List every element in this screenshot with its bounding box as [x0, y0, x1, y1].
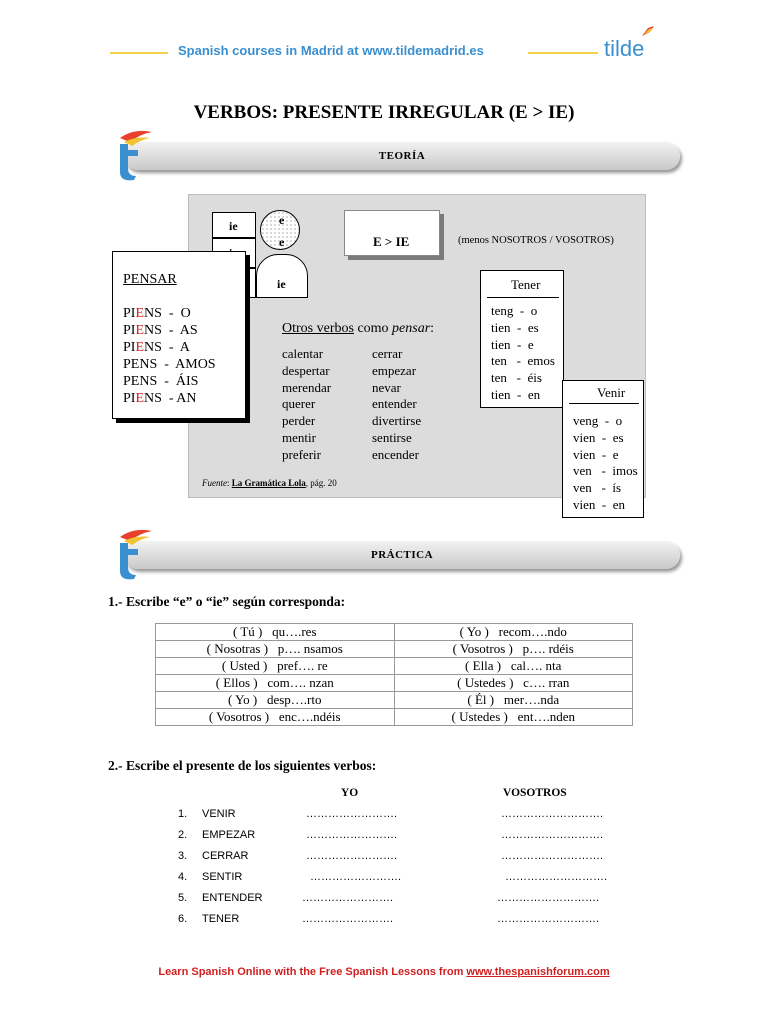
header-tagline[interactable]: Spanish courses in Madrid at www.tildemadrid.es [178, 43, 484, 58]
ending: - AS [161, 323, 198, 338]
theory-banner [100, 142, 680, 174]
answer-vosotros[interactable]: ………………………. [497, 892, 600, 904]
exercise-cell[interactable]: ( Ellos ) com…. nzan [156, 675, 395, 692]
cell-text: e [279, 213, 285, 227]
verb-item: despertar [282, 362, 330, 378]
source-label: Fuente [202, 478, 227, 488]
list-item [0, 871, 768, 891]
verb-name: EMPEZAR [202, 829, 256, 841]
list-item [0, 913, 768, 933]
verb-name: ENTENDER [202, 892, 263, 904]
diagram-circle-e [260, 210, 300, 250]
conjugation-row: ven - imos [573, 463, 638, 479]
verb-name: VENIR [202, 808, 236, 820]
conjugation-row: vien - e [573, 446, 619, 462]
stem-prefix: PI [123, 340, 136, 355]
exercise-1-table [155, 623, 633, 726]
pensar-row [123, 306, 191, 322]
exercise-cell[interactable]: ( Nosotras ) p…. nsamos [156, 641, 395, 658]
source-book: La Gramática Lola [231, 478, 306, 488]
answer-yo[interactable]: ……………………. [306, 850, 398, 862]
verb-item: calentar [282, 346, 324, 361]
flag-icon [640, 24, 656, 38]
tener-conjugation-box [480, 270, 564, 408]
ending: - AMOS [157, 357, 216, 372]
ending: - O [161, 306, 191, 321]
ending: - AN [161, 391, 197, 406]
item-number: 5. [178, 892, 188, 904]
conjugation-row: ven - ís [573, 480, 622, 496]
item-number: 1. [178, 808, 188, 820]
cell-text: e [279, 235, 285, 249]
venir-rows [573, 413, 638, 514]
stem-suffix: NS [144, 340, 162, 355]
answer-yo[interactable]: ……………………. [306, 808, 398, 820]
cell-text: ie [277, 277, 286, 291]
stem-prefix: PI [123, 391, 136, 406]
verb-item: sentirse [372, 429, 412, 445]
answer-yo[interactable]: ……………………. [310, 871, 402, 883]
pensar-title: PENSAR [123, 272, 177, 287]
other-verbs-col-2 [372, 346, 421, 464]
source-citation: Fuente: La Gramática Lola, pág. 20 [202, 478, 337, 488]
cell-text: ie [229, 219, 238, 233]
exercise-cell[interactable]: ( Ustedes ) ent….nden [394, 709, 633, 726]
other-verbs-col-1 [282, 346, 331, 464]
verb-item: encender [372, 446, 419, 462]
item-number: 6. [178, 913, 188, 925]
exercise-cell[interactable]: ( Tú ) qu….res [156, 624, 395, 641]
stem-suffix: NS [144, 391, 162, 406]
table-row [156, 709, 633, 726]
verb-item: divertirse [372, 413, 422, 429]
answer-vosotros[interactable]: ………………………. [497, 913, 600, 925]
item-number: 2. [178, 829, 188, 841]
ending: - A [161, 340, 190, 355]
answer-vosotros[interactable]: ………………………. [501, 850, 604, 862]
diagram-cell-ie-1 [212, 212, 256, 238]
tener-rows [491, 303, 555, 404]
verb-item: nevar [372, 379, 401, 395]
verb-item: merendar [282, 379, 332, 395]
ending: - ÁIS [157, 374, 199, 389]
stem-prefix: PI [123, 306, 136, 321]
exercise-cell[interactable]: ( Vosotros ) p…. rdéis [394, 641, 633, 658]
column-yo: YO [341, 787, 359, 799]
column-vosotros: VOSOTROS [503, 787, 567, 799]
heading-part: pensar [392, 321, 431, 336]
conjugation-row: vien - es [573, 429, 624, 445]
table-row [156, 692, 633, 709]
list-item [0, 808, 768, 828]
answer-yo[interactable]: ……………………. [306, 829, 398, 841]
exercise-cell[interactable]: ( Yo ) recom….ndo [394, 624, 633, 641]
header-rule-right [528, 52, 598, 54]
verb-item: querer [282, 396, 316, 412]
venir-divider [569, 403, 639, 404]
verb-name: SENTIR [202, 871, 243, 883]
pensar-row [123, 323, 198, 339]
answer-vosotros[interactable]: ………………………. [505, 871, 608, 883]
verb-item: preferir [282, 446, 321, 462]
verb-name: TENER [202, 913, 240, 925]
header-rule-left [110, 52, 168, 54]
banner-label: TEORÍA [378, 150, 426, 162]
table-row [156, 658, 633, 675]
verb-name: CERRAR [202, 850, 249, 862]
tilde-t-logo-icon [100, 128, 160, 186]
tilde-t-logo-icon [100, 527, 160, 585]
stem-change: E [135, 391, 145, 406]
stem-prefix: PE [123, 357, 140, 372]
diagram-arch-ie [256, 254, 308, 298]
exercise-cell[interactable]: ( Yo ) desp….rto [156, 692, 395, 709]
stem-suffix: NS [144, 306, 162, 321]
table-row [156, 641, 633, 658]
stem-prefix: PI [123, 323, 136, 338]
verb-item: cerrar [372, 346, 403, 361]
conjugation-row: tien - es [491, 319, 539, 335]
heading-part: Otros verbos [282, 321, 354, 336]
item-number: 4. [178, 871, 188, 883]
verb-item: empezar [372, 362, 417, 378]
verb-item: perder [282, 413, 316, 429]
exercise-cell[interactable]: ( Vosotros ) enc….ndéis [156, 709, 395, 726]
heading-part: como [357, 321, 389, 336]
answer-vosotros[interactable]: ………………………. [501, 808, 604, 820]
footer-link[interactable]: www.thespanishforum.com [466, 966, 610, 978]
conjugation-row: tien - en [491, 386, 541, 402]
banner-label: PRÁCTICA [370, 549, 434, 561]
conjugation-row: veng - o [573, 413, 623, 428]
pensar-conjugation-box [112, 251, 246, 419]
exercise-2-title: 2.- Escribe el presente de los siguientes verbos: [108, 758, 377, 773]
list-item [0, 892, 768, 912]
footer-text: Learn Spanish Online with the Free Spanish Lessons from [158, 966, 467, 978]
exercise-cell[interactable]: ( Ella ) cal…. nta [394, 658, 633, 675]
pensar-row [123, 357, 216, 373]
rule-box [344, 210, 440, 256]
exercise-cell[interactable]: ( Ustedes ) c…. rran [394, 675, 633, 692]
table-row [156, 675, 633, 692]
stem-suffix: NS [144, 323, 162, 338]
page-title: VERBOS: PRESENTE IRREGULAR (E > IE) [193, 102, 575, 123]
table-row [156, 624, 633, 641]
exercise-cell[interactable]: ( Él ) mer….nda [394, 692, 633, 709]
stem-change: E [135, 306, 145, 321]
exercise-cell[interactable]: ( Usted ) pref…. re [156, 658, 395, 675]
stem-suffix: NS [139, 357, 158, 372]
source-page: , pág. 20 [305, 478, 337, 488]
answer-yo[interactable]: ……………………. [302, 892, 394, 904]
tener-title: Tener [511, 277, 541, 292]
other-verbs-heading [282, 321, 434, 337]
list-item [0, 829, 768, 849]
pensar-row [123, 391, 197, 407]
answer-yo[interactable]: ……………………. [302, 913, 394, 925]
exercise-1-title: 1.- Escribe “e” o “ie” según corresponda: [108, 594, 346, 609]
answer-vosotros[interactable]: ………………………. [501, 829, 604, 841]
list-item [0, 850, 768, 870]
conjugation-row: vien - en [573, 496, 625, 512]
rule-exception: (menos NOSOTROS / VOSOTROS) [458, 235, 614, 246]
stem-change: E [135, 323, 145, 338]
pensar-row [123, 374, 198, 390]
conjugation-row: tien - e [491, 336, 534, 352]
heading-part: : [430, 321, 435, 336]
practice-banner [100, 541, 680, 573]
pensar-row [123, 340, 190, 356]
venir-title: Venir [597, 385, 626, 400]
rule-text: E > IE [373, 234, 410, 249]
conjugation-row: ten - emos [491, 353, 555, 369]
verb-item: mentir [282, 429, 316, 445]
tener-divider [487, 297, 559, 298]
verb-item: entender [372, 396, 417, 412]
item-number: 3. [178, 850, 188, 862]
venir-conjugation-box [562, 380, 644, 518]
footer [0, 966, 768, 978]
stem-suffix: NS [139, 374, 158, 389]
conjugation-row: teng - o [491, 303, 538, 318]
stem-change: E [135, 340, 145, 355]
stem-prefix: PE [123, 374, 140, 389]
tilde-logo: tilde [604, 36, 645, 61]
conjugation-row: ten - éis [491, 370, 542, 386]
